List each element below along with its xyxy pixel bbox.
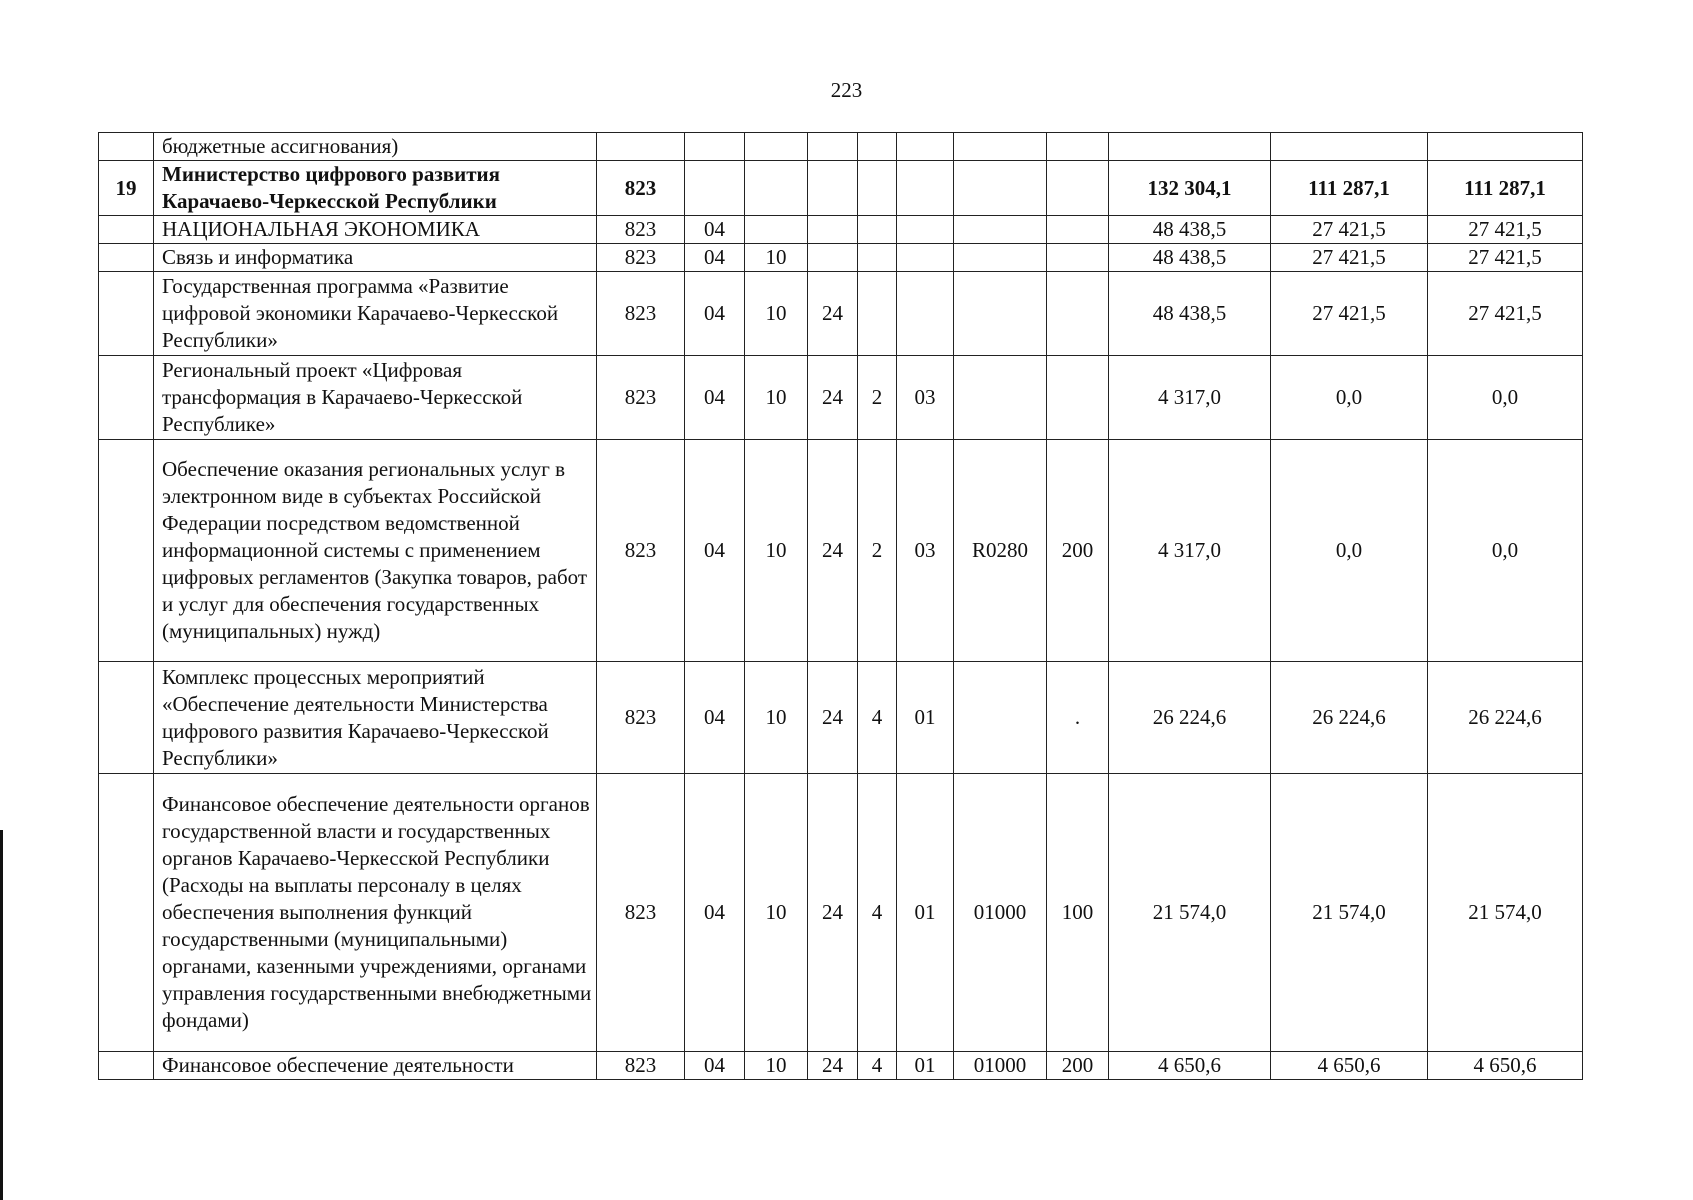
direction-code: 01000 [954, 1052, 1047, 1080]
expense-type-code [1047, 133, 1109, 161]
direction-code [954, 133, 1047, 161]
row-name: Государственная программа «Развитие цифровой экономики Карачаево-Черкесской Республики» [154, 272, 597, 356]
amount-year-1: 21 574,0 [1109, 774, 1271, 1052]
row-number [99, 774, 154, 1052]
program-code: 24 [808, 440, 858, 662]
measure-code: 01 [897, 774, 954, 1052]
row-number [99, 356, 154, 440]
direction-code [954, 356, 1047, 440]
row-number [99, 1052, 154, 1080]
subsection-code [745, 161, 808, 216]
amount-year-1: 4 650,6 [1109, 1052, 1271, 1080]
subprogram-code: 2 [858, 356, 897, 440]
row-name: Обеспечение оказания региональных услуг в электронном виде в субъектах Российской Федерации посредством ведомственной информационной системы с применением цифровых регламентов (Закупка товаров, работ и услуг для обеспечения государственных (муниципальных) нужд) [154, 440, 597, 662]
program-code: 24 [808, 272, 858, 356]
expense-type-code [1047, 272, 1109, 356]
grbs-code: 823 [597, 272, 685, 356]
section-code [685, 161, 745, 216]
section-code: 04 [685, 774, 745, 1052]
amount-year-1: 48 438,5 [1109, 216, 1271, 244]
subsection-code [745, 133, 808, 161]
amount-year-3: 4 650,6 [1428, 1052, 1583, 1080]
program-code [808, 133, 858, 161]
subprogram-code: 2 [858, 440, 897, 662]
subprogram-code: 4 [858, 774, 897, 1052]
section-code: 04 [685, 272, 745, 356]
subprogram-code: 4 [858, 1052, 897, 1080]
row-name: Региональный проект «Цифровая трансформация в Карачаево-Черкесской Республике» [154, 356, 597, 440]
row-name: Комплекс процессных мероприятий «Обеспечение деятельности Министерства цифрового развития Карачаево-Черкесской Республики» [154, 662, 597, 774]
row-number [99, 216, 154, 244]
amount-year-2: 0,0 [1271, 356, 1428, 440]
direction-code [954, 161, 1047, 216]
section-code [685, 133, 745, 161]
subsection-code: 10 [745, 244, 808, 272]
subprogram-code [858, 161, 897, 216]
amount-year-3: 0,0 [1428, 356, 1583, 440]
subprogram-code [858, 244, 897, 272]
grbs-code: 823 [597, 244, 685, 272]
amount-year-3: 27 421,5 [1428, 244, 1583, 272]
row-name: Финансовое обеспечение деятельности органов государственной власти и государственных органов Карачаево-Черкесской Республики (Расходы на выплаты персоналу в целях обеспечения выполнения функций государственными (муниципальными) органами, казенными учреждениями, органами управления государственными внебюджетными фондами) [154, 774, 597, 1052]
program-code: 24 [808, 356, 858, 440]
program-code [808, 216, 858, 244]
grbs-code: 823 [597, 662, 685, 774]
amount-year-2: 0,0 [1271, 440, 1428, 662]
amount-year-1: 4 317,0 [1109, 356, 1271, 440]
program-code [808, 244, 858, 272]
amount-year-1: 4 317,0 [1109, 440, 1271, 662]
amount-year-1: 48 438,5 [1109, 244, 1271, 272]
section-code: 04 [685, 1052, 745, 1080]
amount-year-2: 21 574,0 [1271, 774, 1428, 1052]
table-row [99, 272, 1583, 356]
amount-year-1: 132 304,1 [1109, 161, 1271, 216]
section-code: 04 [685, 244, 745, 272]
measure-code: 03 [897, 440, 954, 662]
amount-year-3: 27 421,5 [1428, 216, 1583, 244]
expense-type-code: . [1047, 662, 1109, 774]
amount-year-1: 48 438,5 [1109, 272, 1271, 356]
amount-year-3: 21 574,0 [1428, 774, 1583, 1052]
amount-year-2 [1271, 133, 1428, 161]
program-code [808, 161, 858, 216]
grbs-code: 823 [597, 440, 685, 662]
subsection-code: 10 [745, 774, 808, 1052]
row-number: 19 [99, 161, 154, 216]
expense-type-code [1047, 161, 1109, 216]
table-row [99, 216, 1583, 244]
grbs-code: 823 [597, 774, 685, 1052]
subsection-code: 10 [745, 356, 808, 440]
subsection-code: 10 [745, 440, 808, 662]
measure-code [897, 244, 954, 272]
grbs-code: 823 [597, 161, 685, 216]
table-row [99, 774, 1583, 1052]
subprogram-code [858, 272, 897, 356]
section-code: 04 [685, 356, 745, 440]
amount-year-2: 27 421,5 [1271, 216, 1428, 244]
row-name: Финансовое обеспечение деятельности [154, 1052, 597, 1080]
expense-type-code [1047, 244, 1109, 272]
expense-type-code: 100 [1047, 774, 1109, 1052]
subsection-code: 10 [745, 1052, 808, 1080]
row-name: бюджетные ассигнования) [154, 133, 597, 161]
amount-year-1 [1109, 133, 1271, 161]
measure-code: 01 [897, 1052, 954, 1080]
subsection-code: 10 [745, 272, 808, 356]
row-number [99, 440, 154, 662]
subsection-code [745, 216, 808, 244]
amount-year-3: 27 421,5 [1428, 272, 1583, 356]
expense-type-code [1047, 216, 1109, 244]
grbs-code: 823 [597, 1052, 685, 1080]
table-row [99, 356, 1583, 440]
direction-code: 01000 [954, 774, 1047, 1052]
direction-code: R0280 [954, 440, 1047, 662]
measure-code [897, 161, 954, 216]
table-row [99, 1052, 1583, 1080]
section-code: 04 [685, 440, 745, 662]
row-name: Министерство цифрового развития Карачаево-Черкесской Республики [154, 161, 597, 216]
row-number [99, 133, 154, 161]
amount-year-2: 26 224,6 [1271, 662, 1428, 774]
amount-year-3: 26 224,6 [1428, 662, 1583, 774]
grbs-code [597, 133, 685, 161]
grbs-code: 823 [597, 356, 685, 440]
subsection-code: 10 [745, 662, 808, 774]
grbs-code: 823 [597, 216, 685, 244]
table-row [99, 440, 1583, 662]
scan-edge-bar [0, 830, 3, 1200]
direction-code [954, 662, 1047, 774]
expense-type-code: 200 [1047, 440, 1109, 662]
amount-year-2: 4 650,6 [1271, 1052, 1428, 1080]
subprogram-code: 4 [858, 662, 897, 774]
subprogram-code [858, 133, 897, 161]
direction-code [954, 272, 1047, 356]
measure-code [897, 216, 954, 244]
amount-year-2: 27 421,5 [1271, 272, 1428, 356]
row-number [99, 662, 154, 774]
row-number [99, 272, 154, 356]
amount-year-1: 26 224,6 [1109, 662, 1271, 774]
program-code: 24 [808, 1052, 858, 1080]
measure-code: 01 [897, 662, 954, 774]
row-number [99, 244, 154, 272]
program-code: 24 [808, 774, 858, 1052]
measure-code [897, 133, 954, 161]
amount-year-2: 27 421,5 [1271, 244, 1428, 272]
measure-code [897, 272, 954, 356]
subprogram-code [858, 216, 897, 244]
table-row [99, 161, 1583, 216]
page-number: 223 [830, 78, 863, 102]
row-name: НАЦИОНАЛЬНАЯ ЭКОНОМИКА [154, 216, 597, 244]
expense-type-code [1047, 356, 1109, 440]
table-row [99, 133, 1583, 161]
amount-year-3: 0,0 [1428, 440, 1583, 662]
section-code: 04 [685, 662, 745, 774]
amount-year-3 [1428, 133, 1583, 161]
program-code: 24 [808, 662, 858, 774]
table-row [99, 662, 1583, 774]
amount-year-3: 111 287,1 [1428, 161, 1583, 216]
expense-type-code: 200 [1047, 1052, 1109, 1080]
row-name: Связь и информатика [154, 244, 597, 272]
direction-code [954, 216, 1047, 244]
amount-year-2: 111 287,1 [1271, 161, 1428, 216]
budget-table [98, 132, 1583, 1080]
table-row [99, 244, 1583, 272]
section-code: 04 [685, 216, 745, 244]
measure-code: 03 [897, 356, 954, 440]
direction-code [954, 244, 1047, 272]
